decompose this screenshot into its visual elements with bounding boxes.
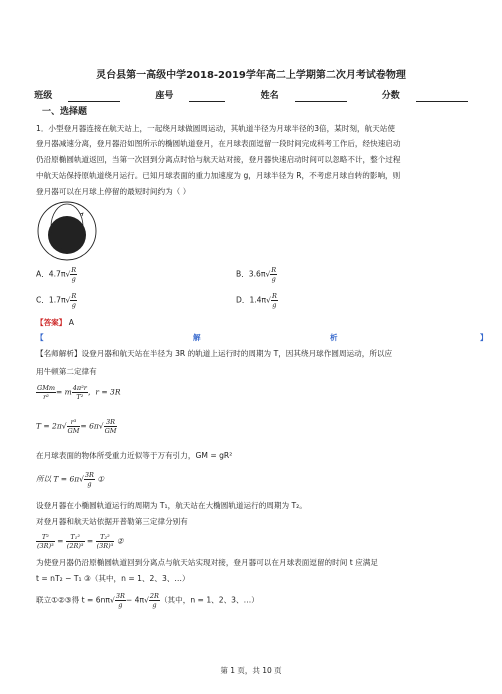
option-a[interactable]: A．4.7π√ $\frac{R}{g}$	[36, 266, 77, 284]
page-title: 灵台县第一高级中学2018-2019学年高二上学期第二次月考试卷物理	[96, 70, 406, 81]
class-label: 班级	[34, 91, 53, 101]
option-a-fraction: $\frac{R}{g}$	[71, 266, 77, 284]
sqrt-sign: √	[265, 269, 271, 279]
score-label: 分数	[381, 91, 400, 101]
option-b[interactable]: B．3.6π√ $\frac{R}{g}$	[236, 266, 277, 284]
option-b-fraction: $\frac{R}{g}$	[271, 266, 277, 284]
student-info-line	[0, 91, 502, 102]
analysis-char-2: 析	[330, 333, 338, 342]
equation-final: 联立①②③得 t = 6nπ√ $\frac{3R}{g}$ − 4π√ $\frac{2R}{g}$ （其中，n = 1、2、3、…）	[36, 592, 259, 610]
solution-line-5: 设登月器在小椭圆轨道运行的周期为 T₁，航天站在大椭圆轨道运行的周期为 T₂。	[36, 501, 307, 510]
analysis-close-bracket: 】	[480, 333, 488, 342]
sqrt-sign: √	[65, 269, 71, 279]
option-d-fraction: $\frac{R}{g}$	[271, 292, 277, 310]
option-c-fraction: $\frac{R}{g}$	[71, 292, 77, 310]
name-label: 姓名	[260, 91, 279, 101]
question-line-5: 登月器可以在月球上停留的最短时间约为（ ）	[36, 187, 191, 196]
analysis-open-bracket: 【	[36, 333, 44, 342]
question-line-2: 登月器减速分离，登月器沿如图所示的椭圆轨道登月，在月球表面逗留一段时间完成科考工作后，经快速启动	[36, 139, 401, 148]
sqrt-sign: √	[266, 295, 271, 305]
section-heading: 一、选择题	[42, 107, 88, 117]
solution-line-3: 在月球表面的物体所受重力近似等于万有引力，GM = gR²	[36, 451, 233, 460]
equation-kepler: $\frac{\text{T²}}{\text{(3R)³}}$ = $\frac{\text{T₁²}}{\text{(2R)³}}$ = $\frac{\text{T₂²}}{\text{(3R)³}}$ ②	[37, 533, 124, 551]
question-line-3: 仍沿原椭圆轨道返回，当第一次回到分离点时恰与航天站对接，登月器快速启动时间可以忽略不计，整个过程	[36, 155, 401, 164]
equation-period: T = 2π√ $\frac{\text{r³}}{GM}$ = 6π√ $\frac{3R}{GM}$	[36, 418, 117, 436]
solution-line-1: 【名师解析】设登月器和航天站在半径为 3R 的轨道上运行时的周期为 T，因其绕月球作圆周运动，所以应	[36, 349, 393, 358]
orbit-diagram	[36, 200, 106, 262]
seat-blank	[189, 91, 225, 102]
question-line-1: 1．小型登月器连接在航天站上，一起绕月球做圆周运动，其轨道半径为月球半径的3倍，某时刻，航天站使	[36, 124, 395, 133]
solution-line-2: 用牛顿第二定律有	[36, 367, 97, 376]
score-blank	[416, 91, 468, 102]
equation-t: 所以 T = 6π√ $\frac{3R}{g}$ ①	[36, 471, 105, 489]
option-c[interactable]: C．1.7π√ $\frac{R}{g}$	[36, 292, 77, 310]
class-blank	[68, 91, 120, 102]
name-blank	[295, 91, 347, 102]
answer-line	[36, 318, 74, 327]
answer-label: 【答案】	[36, 318, 67, 327]
solution-line-8: t = nT₂ − T₁ ③（其中，n = 1、2、3、…）	[36, 574, 190, 583]
page-footer: 第 1 页，共 10 页	[220, 666, 282, 675]
answer-value: A	[68, 318, 74, 327]
solution-line-6: 对登月器和航天站依据开普勒第三定律分别有	[36, 517, 188, 526]
equation-newton: $\frac{\text{GMm}}{\text{r²}}$ = m $\frac{\text{4π²r}}{\text{T²}}$ ，r = 3R	[37, 384, 121, 402]
option-d[interactable]: D．1.4π√ $\frac{R}{g}$	[236, 292, 277, 310]
solution-line-7: 为使登月器仍沿原椭圆轨道回到分离点与航天站实现对接，登月器可以在月球表面逗留的时间 t 应满足	[36, 558, 378, 567]
seat-label: 座号	[155, 91, 174, 101]
question-line-4: 中航天站保持原轨道绕月运行。已知月球表面的重力加速度为 g，月球半径为 R，不考虑月球自转的影响，则	[36, 171, 401, 180]
analysis-char-1: 解	[193, 333, 201, 342]
sqrt-sign: √	[65, 295, 71, 305]
